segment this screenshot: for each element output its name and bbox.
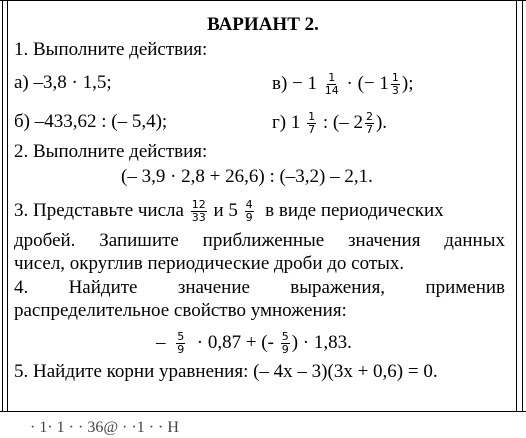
- task3-line2: дробей. Запишите приближенные значения данных: [14, 230, 505, 251]
- task5-text: 5. Найдите корни уравнения: (– 4x – 3)(3x + 0,6) = 0.: [14, 361, 438, 382]
- task1-v-prefix: в) − 1: [272, 72, 318, 94]
- fraction-numerator: 2: [365, 110, 373, 123]
- task1-item-a: а) –3,8 · 1,5;: [14, 72, 112, 93]
- variant-title: ВАРИАНТ 2.: [207, 14, 319, 35]
- task1-g-fraction-2: [365, 111, 374, 136]
- task2-heading: 2. Выполните действия:: [14, 141, 208, 162]
- task1-g-mid: : (– 2: [322, 111, 363, 133]
- fraction-numerator: 4: [245, 198, 253, 211]
- task3-line1: [14, 199, 444, 224]
- task1-item-v: [272, 72, 414, 97]
- cropped-footer-text: · 1· 1 · · 36@ · ·1 · · Н: [30, 419, 179, 436]
- task4-fraction-2: [281, 331, 290, 356]
- task3-fraction-2: [245, 199, 254, 224]
- fraction-numerator: 12: [191, 198, 206, 211]
- task2-expression: (– 3,9 · 2,8 + 26,6) : (–3,2) – 2,1.: [121, 166, 373, 187]
- task1-item-b: б) –433,62 : (– 5,4);: [14, 111, 168, 132]
- fraction-denominator: 9: [177, 343, 185, 356]
- task4-minus: –: [156, 331, 166, 353]
- task4-line1: 4. Найдите значение выражения, применив: [14, 277, 505, 298]
- left-border-inner: [7, 0, 8, 412]
- task3-mid: и 5: [213, 199, 238, 221]
- task4-line2: распределительное свойство умножения:: [14, 300, 347, 321]
- task1-heading: 1. Выполните действия:: [14, 39, 208, 60]
- fraction-numerator: 1: [391, 71, 399, 84]
- task4-expression: [156, 331, 352, 356]
- task1-v-fraction-1: [324, 72, 340, 97]
- task4-fraction-1: [176, 331, 185, 356]
- fraction-numerator: 1: [308, 110, 316, 123]
- task4-end: ) · 1,83.: [291, 331, 352, 353]
- fraction-numerator: 1: [328, 71, 336, 84]
- fraction-numerator: 5: [177, 330, 185, 343]
- task3-suffix: в виде периодических: [265, 199, 444, 221]
- task3-fraction-1: [191, 199, 207, 224]
- fraction-numerator: 5: [281, 330, 289, 343]
- task3-line3: чисел, округлив периодические дроби до сотых.: [14, 253, 405, 274]
- task1-v-suffix: );: [401, 72, 414, 94]
- task3-prefix: 3. Представьте числа: [14, 199, 184, 221]
- task4-mid: · 0,87 + (-: [196, 331, 274, 353]
- task1-item-g: [272, 111, 387, 136]
- fraction-denominator: 7: [308, 123, 316, 136]
- task1-g-prefix: г) 1: [272, 111, 301, 133]
- fraction-denominator: 7: [365, 123, 373, 136]
- right-border-outer: [522, 0, 523, 412]
- fraction-denominator: 9: [245, 211, 253, 224]
- fraction-denominator: 9: [281, 343, 289, 356]
- right-border-inner: [516, 0, 517, 412]
- left-border-outer: [2, 0, 3, 412]
- task1-g-suffix: ).: [375, 111, 388, 133]
- fraction-denominator: 14: [324, 84, 339, 97]
- task1-v-fraction-2: [391, 72, 400, 97]
- fraction-denominator: 3: [391, 84, 399, 97]
- task1-g-fraction-1: [307, 111, 316, 136]
- fraction-denominator: 33: [191, 211, 206, 224]
- task1-v-mid: · (− 1: [346, 72, 389, 94]
